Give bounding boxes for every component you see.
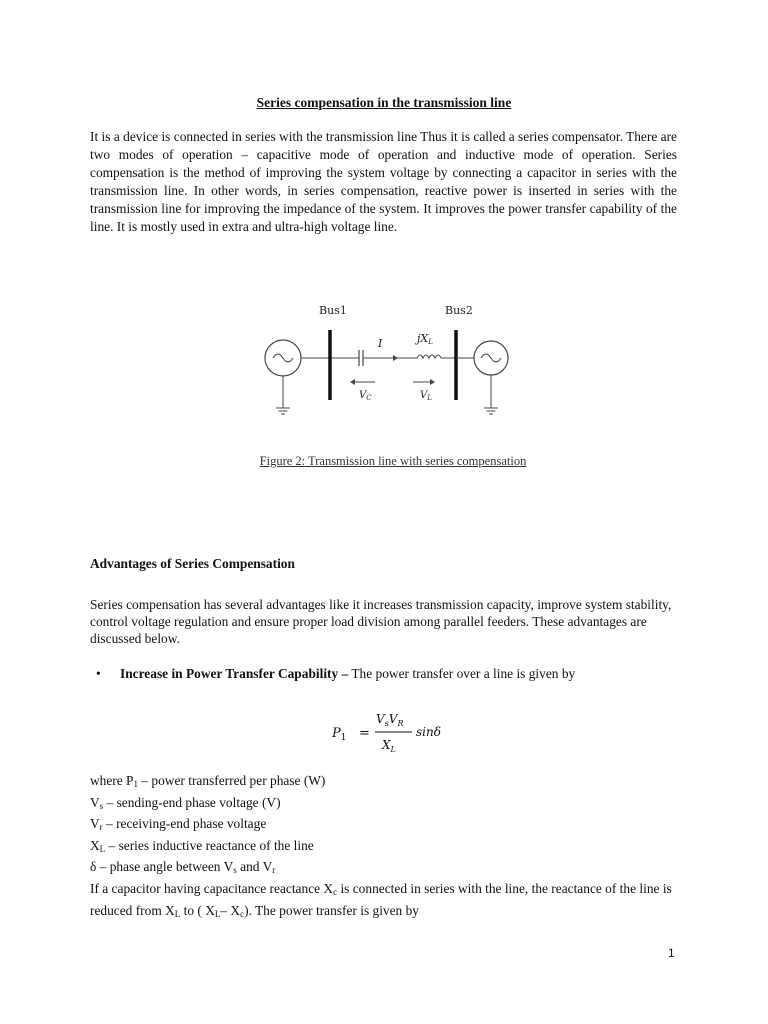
page-number: 1 [668,946,675,960]
svg-text:XL: $X_L$ [382,738,396,754]
definition-xl: $X_L$ – series inductive reactance of the line [90,837,314,854]
bullet-marker: • [96,666,101,681]
bullet-bold: Increase in Power Transfer Capability – [120,666,349,681]
svg-text:VsVR: $V_sV_R$ [376,712,404,728]
definition-vs: $V_s$ – sending-end phase voltage (V) [90,794,281,811]
svg-text:P1: $P_1$ [332,726,347,743]
reactance-label: jXL [417,332,433,346]
current-label: I [378,337,383,350]
generator-right-wave [481,354,501,362]
definition-p1: where $P_1$ – power transferred per phase (W) [90,773,326,789]
figure-caption: Figure 2: Transmission line with series compensation [259,454,527,468]
svg-text:sinδ: sinδ [416,725,441,739]
definition-vr: $V_r$ – receiving-end phase voltage [90,816,267,832]
generator-left-wave [273,354,293,362]
inductor [417,355,441,358]
definition-delta: δ – phase angle between $V_s$ and $V_r$ [90,859,276,875]
series-compensation-diagram [255,296,525,430]
advantages-paragraph: Series compensation has several advantages like it increases transmission capacity, improve system stability, control voltage regulation and ensure proper load division among parallel feeders. These advantages are discussed below. [90,597,672,646]
bullet-item [120,666,575,682]
page-title: Series compensation in the transmission line [256,95,512,110]
intro-paragraph: It is a device is connected in series with the transmission line Thus it is called a series compensator. There are two modes of operation – capacitive mode of operation and inductive mode of operation. Series compensation is the method of improving the system voltage by connecting a capacitor in series with the transmission line. In other words, in series compensation, reactive power is inserted in series with the transmission line for improving the impedance of the system. It improves the power transfer capability of the line. It is mostly used in extra and ultra-high voltage line. [90,129,677,234]
bus2-label: Bus2 [445,304,473,317]
advantages-heading: Advantages of Series Compensation [90,556,295,571]
vc-label: $V_C$ [359,390,372,402]
vl-label: $V_L$ [420,390,432,402]
svg-text:=: = [359,726,370,741]
bullet-body: The power transfer over a line is given by [348,666,576,681]
power-transfer-formula [332,705,462,761]
capacitor-paragraph: If a capacitor having capacitance reactance $X_c$ is connected in series with the line, the reactance of the line is reduced from $X_L$ to ( $X_L-$ $X_c$). The power transfer is given by [90,881,672,919]
bus1-label: Bus1 [319,304,347,317]
definitions-list [90,772,325,880]
